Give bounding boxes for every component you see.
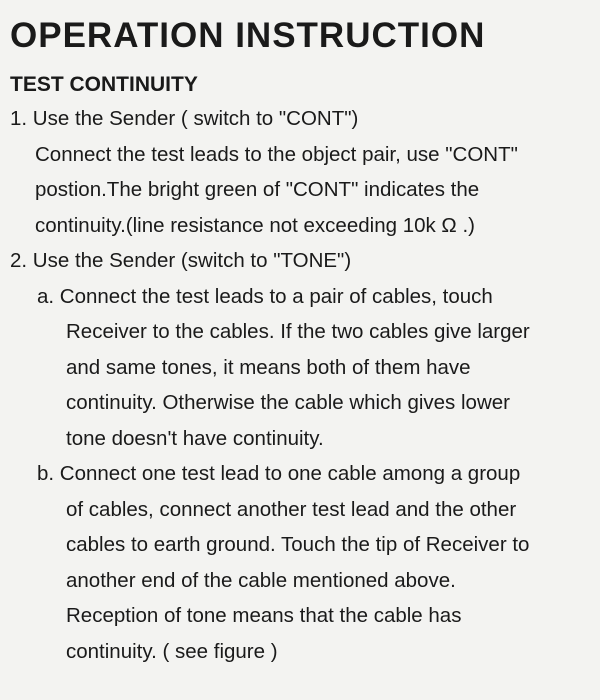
- step-2a-text-line: continuity. Otherwise the cable which gives lower: [66, 391, 510, 414]
- step-2a-heading: a. Connect the test leads to a pair of cables, touch: [37, 284, 493, 308]
- step-2b-text-line: another end of the cable mentioned above.: [66, 568, 456, 592]
- step-2a-text-line: and same tones, it means both of them have: [66, 355, 471, 379]
- step-2b-text-line: Reception of tone means that the cable has: [66, 604, 462, 627]
- step-1-heading: 1. Use the Sender ( switch to "CONT"): [10, 107, 359, 130]
- step-1-text-line: postion.The bright green of "CONT" indicates the: [35, 178, 480, 201]
- step-2a-text-line: Receiver to the cables. If the two cables give larger: [66, 320, 530, 343]
- page-title: OPERATION INSTRUCTION: [10, 16, 486, 55]
- step-1-text-line: Connect the test leads to the object pair, use "CONT": [35, 142, 518, 166]
- step-2b-text-line: of cables, connect another test lead and the other: [66, 497, 517, 521]
- step-2-heading: 2. Use the Sender (switch to "TONE"): [10, 249, 352, 272]
- step-2a-text-line: tone doesn't have continuity.: [66, 426, 324, 450]
- step-2b-heading: b. Connect one test lead to one cable among a group: [37, 462, 521, 485]
- section-title: TEST CONTINUITY: [10, 73, 198, 96]
- step-2b-text-line: continuity. ( see figure ): [66, 639, 278, 663]
- step-1-text-line: continuity.(line resistance not exceeding 10k Ω .): [35, 213, 475, 237]
- step-2b-text-line: cables to earth ground. Touch the tip of Receiver to: [66, 533, 530, 556]
